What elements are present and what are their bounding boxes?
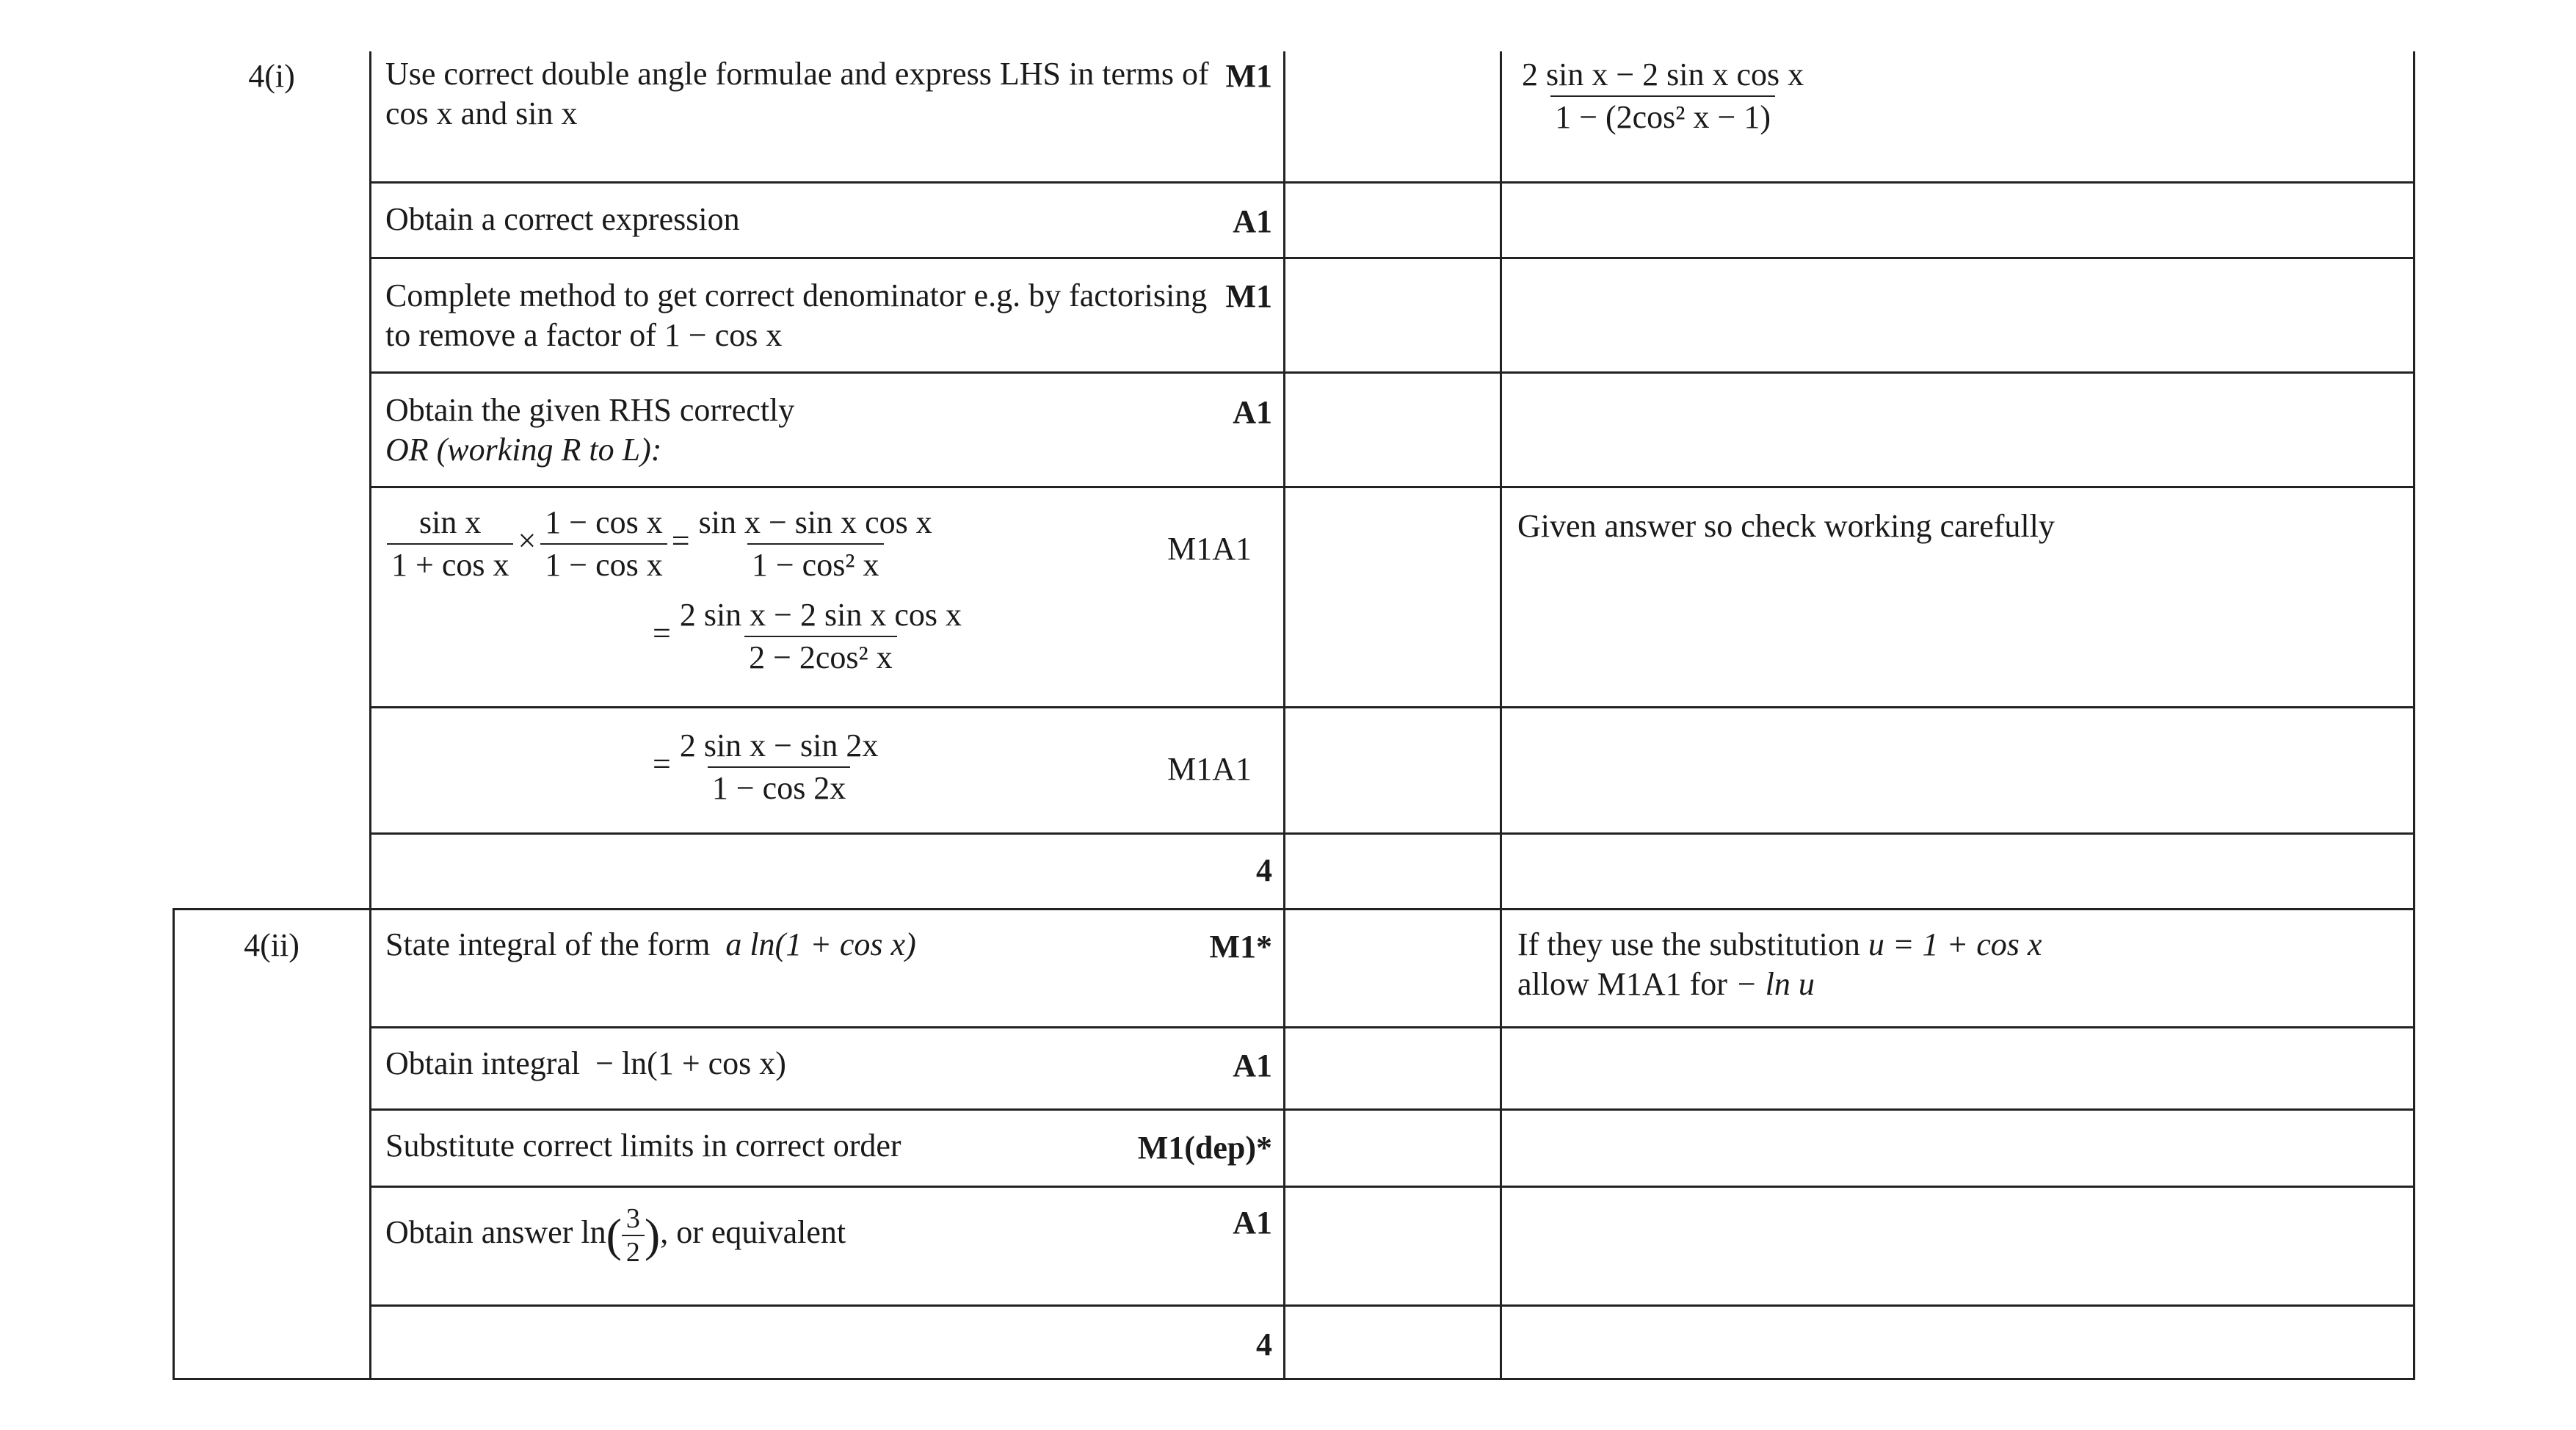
guidance-text [1517, 925, 2042, 1004]
mark-cell: A1 [1233, 203, 1272, 239]
mark-cell: M1 [1225, 278, 1272, 314]
row-divider [369, 1186, 2415, 1188]
working-line-2: = $\frac{\text{2 sin x − 2 sin x cos x}}{\text{2 − 2cos² x}}$ [648, 595, 966, 678]
left-border-lower [173, 908, 175, 1380]
math-expression: − ln u [1735, 966, 1815, 1002]
math-expression: − ln(1 + cos x) [595, 1045, 786, 1081]
mark-cell: A1 [1233, 1048, 1272, 1084]
total-marks: 4 [1256, 1326, 1272, 1362]
fraction-numerator: 2 sin x − sin 2x [679, 727, 879, 763]
mark-cell: A1 [1233, 394, 1272, 430]
row-divider [369, 181, 2415, 184]
fraction-denominator: 1 − cos x [540, 543, 667, 586]
row-divider [369, 706, 2415, 708]
row-divider [369, 1026, 2415, 1028]
fraction-denominator: 1 + cos x [387, 543, 513, 586]
fraction-numerator: 2 sin x − 2 sin x cos x [1522, 57, 1804, 92]
row-divider [369, 486, 2415, 488]
answer-line: Use correct double angle formulae and express LHS in terms of [385, 56, 1209, 92]
guidance-text: Given answer so check working carefully [1517, 508, 2055, 544]
answer-phrase: Obtain answer ln [385, 1214, 606, 1251]
fraction-numerator: sin x − sin x cos x [698, 504, 932, 540]
guidance-phrase: If they use the substitution [1517, 926, 1860, 962]
guidance-phrase: allow M1A1 for [1517, 966, 1727, 1002]
answer-line: Obtain the given RHS correctly [385, 392, 795, 428]
inline-mark: M1A1 [1167, 751, 1252, 787]
guidance-formula [1517, 54, 1808, 138]
mark-scheme-table [173, 51, 2415, 1380]
bottom-border [173, 1378, 2415, 1380]
answer-phrase: State integral of the form [385, 926, 711, 962]
answer-phrase: Obtain integral [385, 1045, 581, 1081]
question-divider [173, 908, 2415, 910]
math-expression: a ln(1 + cos x) [725, 926, 916, 962]
fraction-numerator: 3 [625, 1203, 640, 1234]
question-number: 4(ii) [244, 927, 300, 963]
working-line-1: $\frac{\text{sin x}}{\text{1 + cos x}}$ × $\frac{\text{1 − cos x}}{\text{1 − cos x}}$ = $\frac{\text{sin x − sin x cos x}}{\text{1 − cos² x}}$ [387, 502, 937, 586]
mark-cell: M1 [1225, 58, 1272, 94]
column-divider-1 [369, 51, 371, 1380]
right-border [2413, 51, 2415, 1380]
row-divider [369, 1304, 2415, 1307]
answer-phrase: , or equivalent [660, 1214, 846, 1251]
fraction-numerator: sin x [419, 504, 482, 540]
fraction-denominator: 1 − (2cos² x − 1) [1550, 95, 1775, 138]
fraction-denominator: 1 − cos 2x [708, 766, 850, 809]
fraction-numerator: 1 − cos x [545, 504, 663, 540]
fraction-denominator: 2 − 2cos² x [744, 636, 897, 678]
column-divider-3 [1500, 51, 1502, 1380]
fraction-denominator: 1 − cos² x [747, 543, 884, 586]
answer-text: Obtain answer ln( $\frac{3}{2}$ ), or equivalent [385, 1203, 846, 1268]
answer-line: to remove a factor of 1 − cos x [385, 317, 783, 353]
answer-line: Complete method to get correct denominator e.g. by factorising [385, 277, 1208, 313]
answer-line: cos x and sin x [385, 95, 578, 131]
fraction-numerator: 2 sin x − 2 sin x cos x [679, 597, 962, 633]
question-number: 4(i) [248, 58, 295, 94]
answer-text [385, 391, 794, 470]
row-divider [369, 257, 2415, 259]
answer-text: Substitute correct limits in correct order [385, 1128, 901, 1164]
answer-text [385, 1044, 786, 1084]
inline-mark: M1A1 [1167, 531, 1252, 567]
answer-text [385, 925, 916, 965]
total-marks: 4 [1256, 852, 1272, 888]
answer-line: OR (working R to L): [385, 432, 662, 468]
answer-text: Obtain a correct expression [385, 201, 740, 237]
mark-cell: M1(dep)* [1137, 1130, 1272, 1166]
mark-cell: A1 [1233, 1205, 1272, 1241]
math-expression: u = 1 + cos x [1868, 926, 2042, 962]
row-divider [369, 371, 2415, 374]
row-divider [369, 1108, 2415, 1111]
working-line-3: = $\frac{\text{2 sin x − sin 2x}}{1 - \cos 2x}$ [648, 725, 882, 809]
mark-cell: M1* [1209, 929, 1272, 965]
column-divider-2 [1283, 51, 1285, 1380]
fraction-denominator: 2 [622, 1235, 645, 1269]
row-divider [369, 832, 2415, 835]
